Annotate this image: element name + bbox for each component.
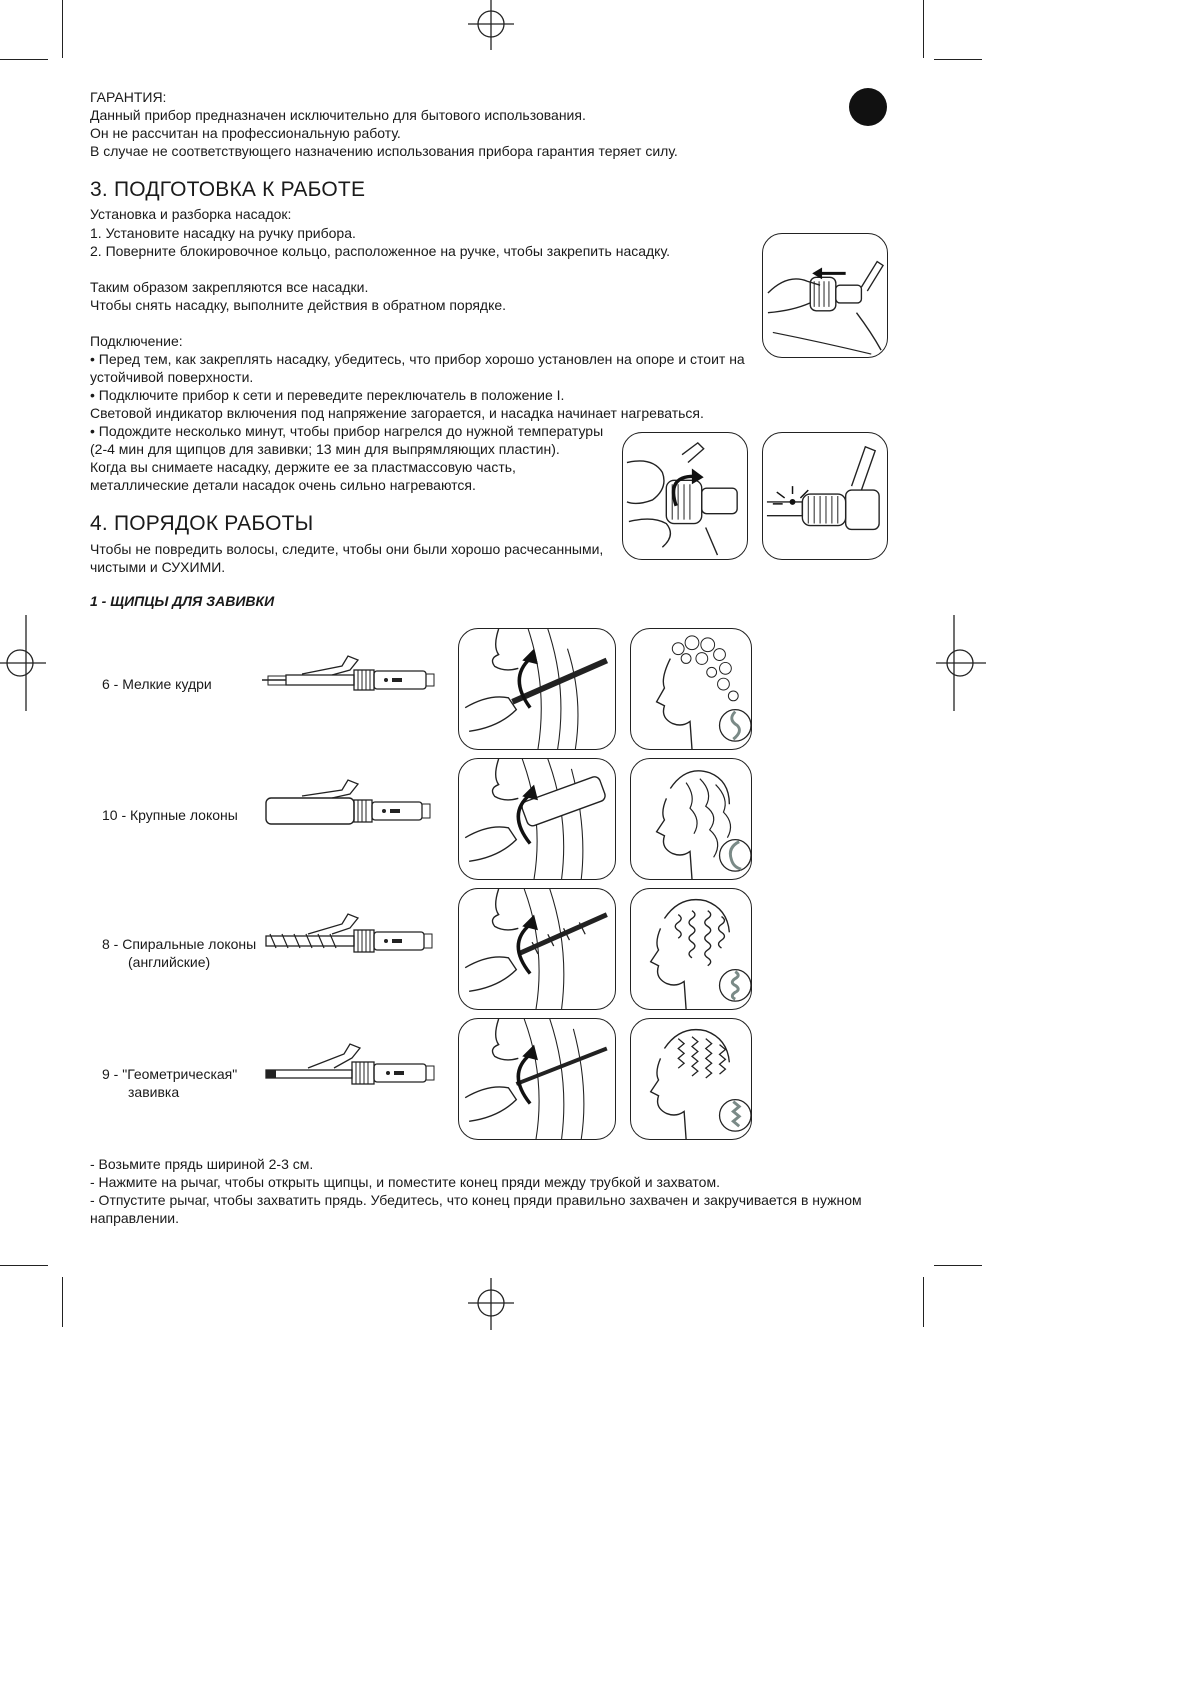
crop-mark: [934, 1265, 982, 1266]
result-geometric-curls-illustration: [630, 1018, 752, 1140]
connect-line: • Подключите прибор к сети и переведите переключатель в положение I.: [90, 387, 565, 403]
curl-step-illustration: [458, 628, 616, 750]
attachment-label-line2: (английские): [128, 954, 211, 970]
connect-line: • Подождите несколько минут, чтобы прибор нагрелся до нужной температуры: [90, 423, 604, 439]
install-note: Таким образом закрепляются все насадки.: [90, 279, 369, 295]
curling-tong-large-icon: [262, 776, 442, 828]
crop-mark: [0, 59, 48, 60]
attachment-label: 9 - "Геометрическая": [102, 1066, 238, 1082]
connect-line: • Перед тем, как закреплять насадку, убедитесь, что прибор хорошо установлен на опоре и стоит на: [90, 351, 745, 367]
warranty-line: Он не рассчитан на профессиональную работу.: [90, 125, 401, 141]
curl-step-illustration: [458, 1018, 616, 1140]
registration-target: [460, 1272, 522, 1334]
warranty-line: Данный прибор предназначен исключительно для бытового использования.: [90, 107, 586, 123]
crop-mark: [0, 1265, 48, 1266]
connect-line: металлические детали насадок очень сильно нагреваются.: [90, 477, 476, 493]
attachment-label: 8 - Спиральные локоны: [102, 936, 257, 952]
curling-tong-geometric-icon: [262, 1040, 452, 1090]
connect-line: Световой индикатор включения под напряжение загорается, и насадка начинает нагреваться.: [90, 405, 704, 421]
connect-heading: Подключение:: [90, 333, 183, 349]
language-marker-dot: [849, 88, 887, 126]
curling-tong-small-icon: [262, 650, 442, 698]
section-4-intro: Чтобы не повредить волосы, следите, чтобы они были хорошо расчесанными,: [90, 541, 604, 557]
subsection-title: 1 - ЩИПЦЫ ДЛЯ ЗАВИВКИ: [90, 593, 275, 609]
crop-mark: [62, 1277, 63, 1327]
section-4-title: 4. ПОРЯДОК РАБОТЫ: [90, 512, 314, 535]
connect-line: устойчивой поверхности.: [90, 369, 254, 385]
install-step: 1. Установите насадку на ручку прибора.: [90, 225, 356, 241]
crop-mark: [934, 59, 982, 60]
result-spiral-curls-illustration: [630, 888, 752, 1010]
install-note: Чтобы снять насадку, выполните действия в обратном порядке.: [90, 297, 507, 313]
result-small-curls-illustration: [630, 628, 752, 750]
rotate-ring-illustration: [622, 432, 748, 560]
section-3-title: 3. ПОДГОТОВКА К РАБОТЕ: [90, 178, 366, 201]
registration-target: [930, 615, 986, 711]
attach-illustration: [762, 233, 888, 358]
instruction-line: - Возьмите прядь шириной 2-3 см.: [90, 1156, 314, 1172]
warranty-line: В случае не соответствующего назначению использования прибора гарантия теряет силу.: [90, 143, 678, 159]
registration-target: [460, 0, 522, 62]
instruction-line: - Отпустите рычаг, чтобы захватить прядь. Убедитесь, что конец пряди правильно захвачен и закручивается в нужном: [90, 1192, 862, 1208]
result-large-curls-illustration: [630, 758, 752, 880]
attachment-label-line2: завивка: [128, 1084, 180, 1100]
section-4-intro: чистыми и СУХИМИ.: [90, 559, 226, 575]
curl-step-illustration: [458, 888, 616, 1010]
crop-mark: [923, 0, 924, 58]
indicator-light-illustration: [762, 432, 888, 560]
connect-line: (2-4 мин для щипцов для завивки; 13 мин для выпрямляющих пластин).: [90, 441, 560, 457]
attachment-label: 10 - Крупные локоны: [102, 807, 238, 823]
install-heading: Установка и разборка насадок:: [90, 206, 292, 222]
instruction-line: - Нажмите на рычаг, чтобы открыть щипцы, и поместите конец пряди между трубкой и захватом.: [90, 1174, 720, 1190]
registration-target: [0, 615, 50, 711]
install-step: 2. Поверните блокировочное кольцо, расположенное на ручке, чтобы закрепить насадку.: [90, 243, 670, 259]
curling-tong-spiral-icon: [262, 908, 442, 958]
curl-step-illustration: [458, 758, 616, 880]
attachment-label: 6 - Мелкие кудри: [102, 676, 212, 692]
warranty-heading: ГАРАНТИЯ:: [90, 89, 167, 105]
connect-line: Когда вы снимаете насадку, держите ее за пластмассовую часть,: [90, 459, 516, 475]
instruction-line: направлении.: [90, 1210, 180, 1226]
crop-mark: [62, 0, 63, 58]
crop-mark: [923, 1277, 924, 1327]
